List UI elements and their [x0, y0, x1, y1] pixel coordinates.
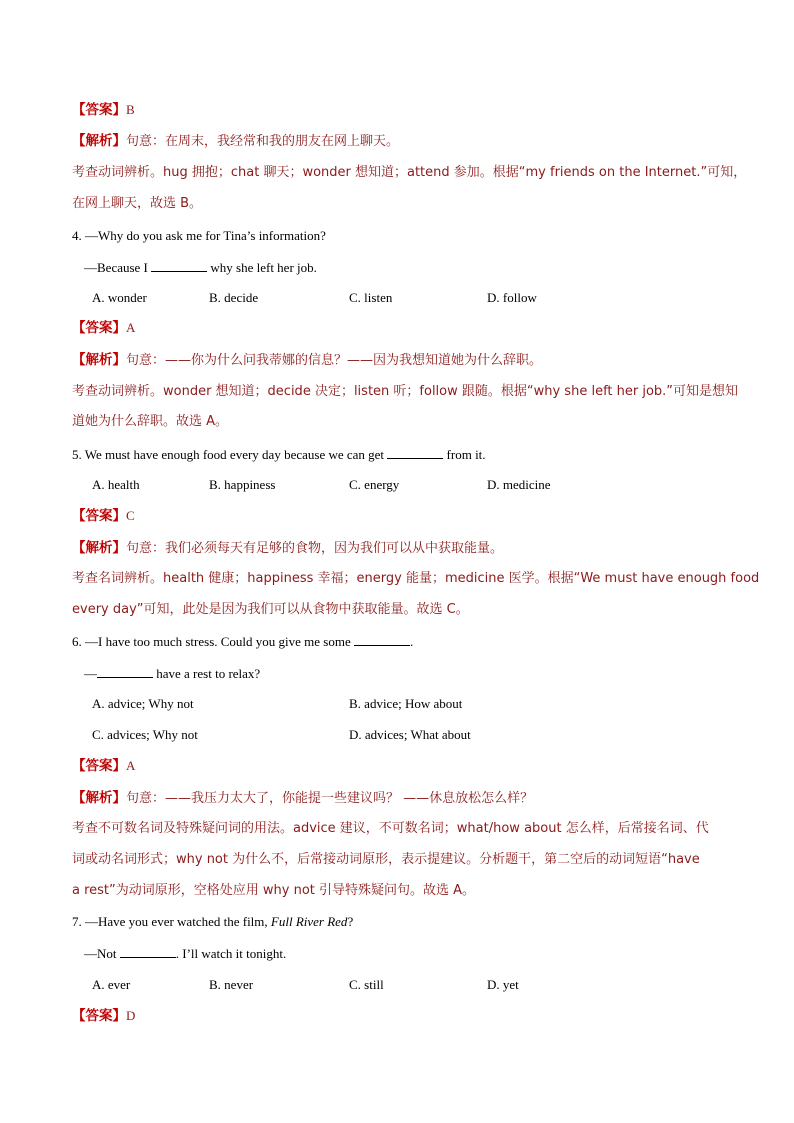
- explanation-text: 词或动名词形式；why not 为什么不，后常接动词原形，表示提建议。分析题干，第二空后的动词短语“have: [72, 852, 700, 867]
- explanation-line: [72, 132, 724, 151]
- option-d: D. yet: [487, 977, 519, 992]
- answer-tag: 【答案】: [72, 758, 126, 774]
- explanation-text: 句意：我们必须每天有足够的食物，因为我们可以从中获取能量。: [126, 541, 504, 556]
- option-d: D. medicine: [487, 477, 551, 492]
- explanation-text: 句意：——你为什么问我蒂娜的信息？——因为我想知道她为什么辞职。: [126, 353, 543, 368]
- option-c: C. advices; Why not: [92, 727, 198, 742]
- option-b: B. advice; How about: [349, 696, 463, 711]
- answer-blank: [354, 632, 410, 646]
- answer-tag: 【答案】: [72, 320, 126, 336]
- explanation-tag: 【解析】: [72, 540, 126, 556]
- stem-text: 5. We must have enough food every day because we can get: [72, 447, 388, 462]
- option-a: A. health: [92, 477, 140, 492]
- explanation-text: 考查动词辨析。hug 拥抱；chat 聊天；wonder 想知道；attend 参加。根据“my friends on the Internet.”可知，: [72, 165, 747, 180]
- explanation-tag: 【解析】: [72, 352, 126, 368]
- explanation-text: 考查不可数名词及特殊疑问词的用法。advice 建议，不可数名词；what/how about 怎么样，后常接名词、代: [72, 821, 709, 836]
- answer-value: D: [126, 1008, 136, 1023]
- stem-text: 6. —I have too much stress. Could you give me some: [72, 634, 354, 649]
- reply-text: . I’ll watch it tonight.: [175, 946, 287, 961]
- explanation-text: every day”可知，此处是因为我们可以从食物中获取能量。故选 C。: [72, 602, 469, 617]
- answer-tag: 【答案】: [72, 1008, 126, 1024]
- answer-blank: [387, 445, 443, 459]
- stem-text: from it.: [443, 447, 486, 462]
- stem-text: .: [410, 634, 414, 649]
- explanation-text: 道她为什么辞职。故选 A。: [72, 414, 229, 429]
- question-7-reply: [84, 944, 724, 963]
- question-6-stem: [72, 632, 724, 651]
- explanation-tag: 【解析】: [72, 133, 126, 149]
- question-4-stem: 4. —Why do you ask me for Tina’s information?: [72, 228, 326, 243]
- reply-text: —Because I: [84, 260, 152, 275]
- option-a: A. ever: [92, 977, 131, 992]
- answer-tag: 【答案】: [72, 102, 126, 118]
- question-7-stem: [72, 913, 724, 931]
- answer-value: B: [126, 102, 135, 117]
- answer-tag: 【答案】: [72, 508, 126, 524]
- reply-text: —: [84, 666, 97, 681]
- answer-blank: [120, 944, 176, 958]
- stem-text: ?: [347, 914, 354, 929]
- explanation-text: 在网上聊天，故选 B。: [72, 196, 203, 211]
- film-title: Full River Red: [270, 914, 348, 929]
- option-c: C. still: [349, 977, 384, 992]
- explanation-line: [72, 789, 724, 808]
- option-b: B. never: [209, 977, 254, 992]
- explanation-text: 句意：在周末，我经常和我的朋友在网上聊天。: [126, 134, 400, 149]
- option-a: A. advice; Why not: [92, 696, 194, 711]
- answer-line: [72, 757, 724, 775]
- explanation-tag: 【解析】: [72, 790, 126, 806]
- option-b: B. decide: [209, 290, 259, 305]
- answer-line: [72, 507, 724, 525]
- option-a: A. wonder: [92, 290, 147, 305]
- answer-line: [72, 101, 724, 119]
- option-c: C. listen: [349, 290, 393, 305]
- answer-line: [72, 1007, 724, 1025]
- explanation-text: a rest”为动词原形，空格处应用 why not 引导特殊疑问句。故选 A。: [72, 883, 476, 898]
- reply-text: —Not: [84, 946, 120, 961]
- option-b: B. happiness: [209, 477, 276, 492]
- stem-text: 7. —Have you ever watched the film,: [72, 914, 271, 929]
- answer-value: A: [126, 758, 136, 773]
- question-6-reply: [84, 664, 724, 683]
- explanation-line: [72, 539, 724, 558]
- explanation-text: 考查名词辨析。health 健康；happiness 幸福；energy 能量；medicine 医学。根据“We must have enough food: [72, 571, 760, 586]
- answer-value: A: [126, 320, 136, 335]
- question-5-stem: [72, 445, 724, 464]
- explanation-line: [72, 351, 724, 370]
- option-d: D. advices; What about: [349, 727, 471, 742]
- answer-blank: [97, 664, 153, 678]
- reply-text: have a rest to relax?: [153, 666, 261, 681]
- answer-line: [72, 319, 724, 337]
- explanation-text: 句意：——我压力太大了，你能提一些建议吗？ ——休息放松怎么样？: [126, 791, 534, 806]
- answer-value: C: [126, 508, 135, 523]
- question-4-reply: [84, 258, 724, 277]
- answer-blank: [151, 258, 207, 272]
- option-d: D. follow: [487, 290, 537, 305]
- option-c: C. energy: [349, 477, 400, 492]
- explanation-text: 考查动词辨析。wonder 想知道；decide 决定；listen 听；follow 跟随。根据“why she left her job.”可知是想知: [72, 384, 739, 399]
- reply-text: why she left her job.: [207, 260, 317, 275]
